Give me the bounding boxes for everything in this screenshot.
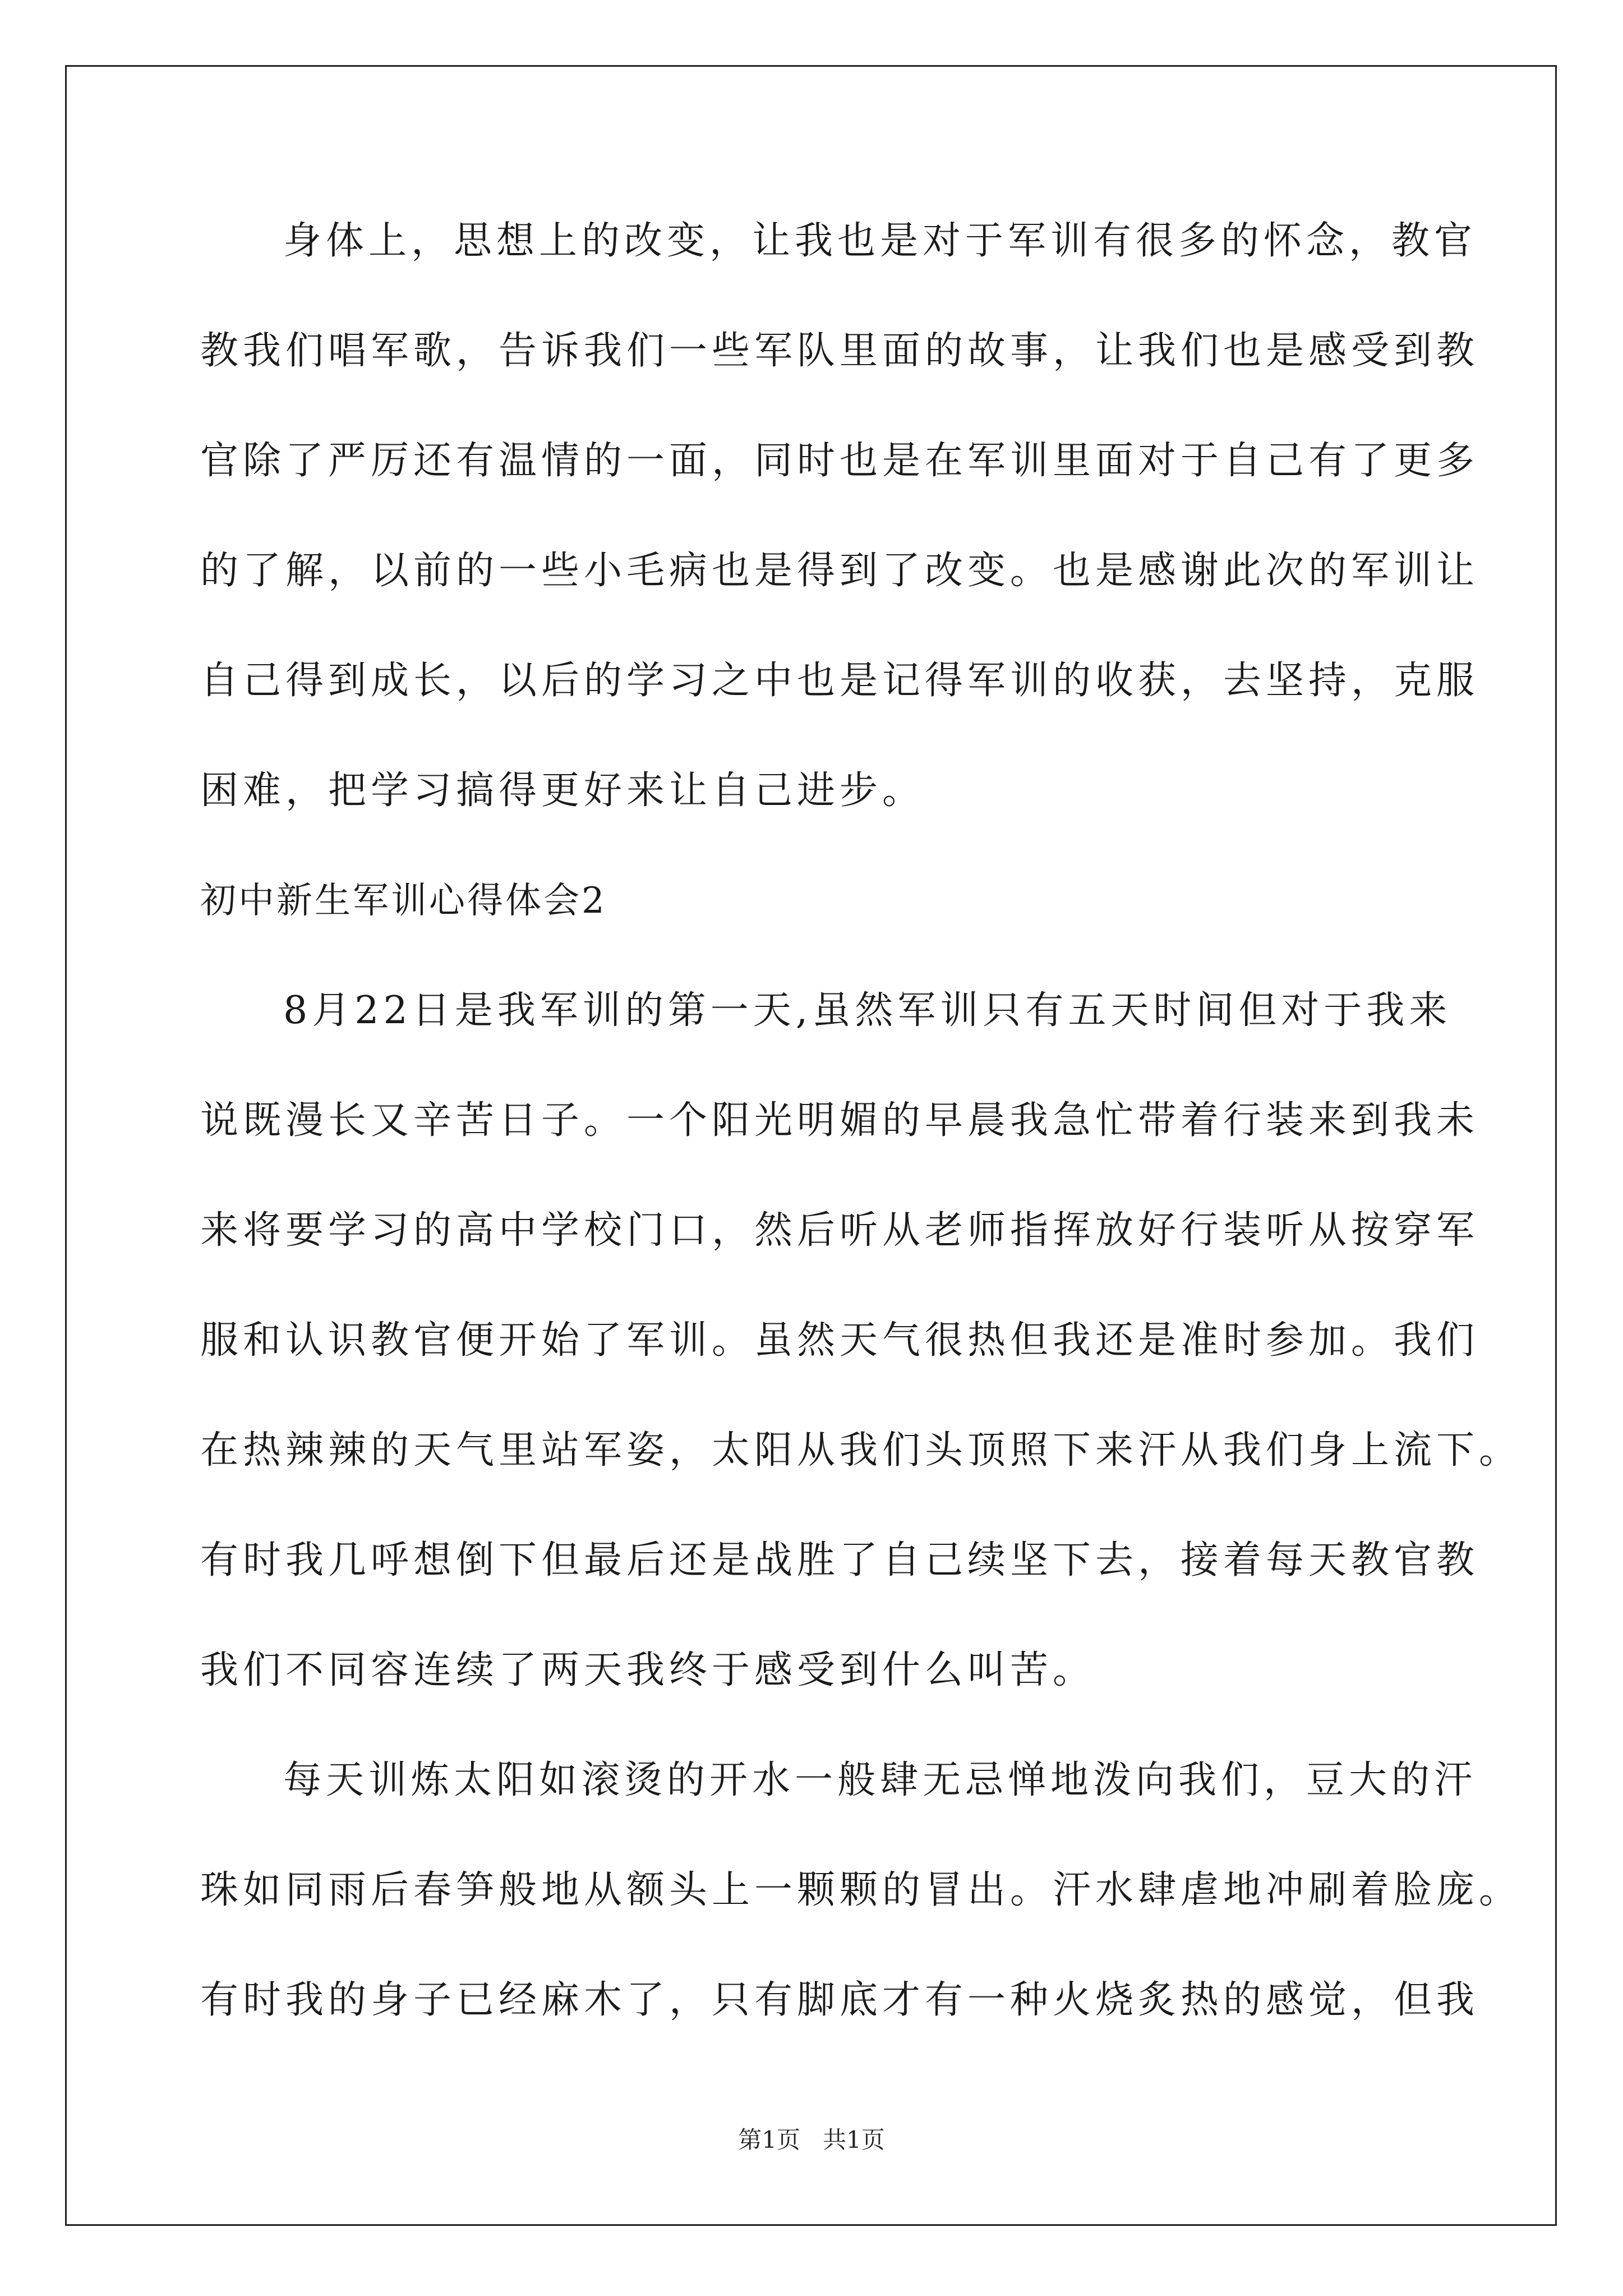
paragraph-line: 官除了严厉还有温情的一面，同时也是在军训里面对于自己有了更多 [200, 439, 1479, 483]
paragraph-line: 我们不同容连续了两天我终于感受到什么叫苦。 [200, 1648, 1096, 1692]
paragraph-1 [200, 213, 1479, 873]
paragraph-line: 每天训炼太阳如滚烫的开水一般肆无忌惮地泼向我们，豆大的汗 [283, 1758, 1477, 1802]
paragraph-line: 来将要学习的高中学校门口，然后听从老师指挥放好行装听从按穿军 [200, 1208, 1479, 1253]
paragraph-2 [200, 983, 1522, 1752]
paragraph-line: 说既漫长又辛苦日子。一个阳光明媚的早晨我急忙带着行装来到我未 [200, 1098, 1479, 1143]
paragraph-line: 珠如同雨后春笋般地从额头上一颗颗的冒出。汗水肆虐地冲刷着脸庞。 [200, 1868, 1522, 1912]
paragraph-3 [200, 1752, 1522, 2082]
section-heading: 初中新生军训心得体会2 [200, 880, 607, 922]
page-footer: 第1页 共1页 [738, 2126, 885, 2154]
paragraph-line: 教我们唱军歌，告诉我们一些军队里面的故事，让我们也是感受到教 [200, 329, 1479, 373]
paragraph-line: 身体上，思想上的改变，让我也是对于军训有很多的怀念，教官 [283, 219, 1477, 263]
paragraph-line: 服和认识教官便开始了军训。虽然天气很热但我还是准时参加。我们 [200, 1318, 1479, 1363]
paragraph-line: 困难，把学习搞得更好来让自己进步。 [200, 769, 925, 813]
document-body [200, 213, 1522, 2082]
paragraph-line: 8月22日是我军训的第一天,虽然军训只有五天时间但对于我来 [283, 988, 1452, 1033]
paragraph-line: 在热辣辣的天气里站军姿，太阳从我们头顶照下来汗从我们身上流下。 [200, 1428, 1522, 1473]
paragraph-line: 自己得到成长，以后的学习之中也是记得军训的收获，去坚持，克服 [200, 659, 1479, 703]
paragraph-line: 有时我几呼想倒下但最后还是战胜了自己续坚下去，接着每天教官教 [200, 1538, 1479, 1582]
paragraph-line: 有时我的身子已经麻木了，只有脚底才有一种火烧炙热的感觉，但我 [200, 1978, 1479, 2022]
paragraph-line: 的了解，以前的一些小毛病也是得到了改变。也是感谢此次的军训让 [200, 549, 1479, 593]
